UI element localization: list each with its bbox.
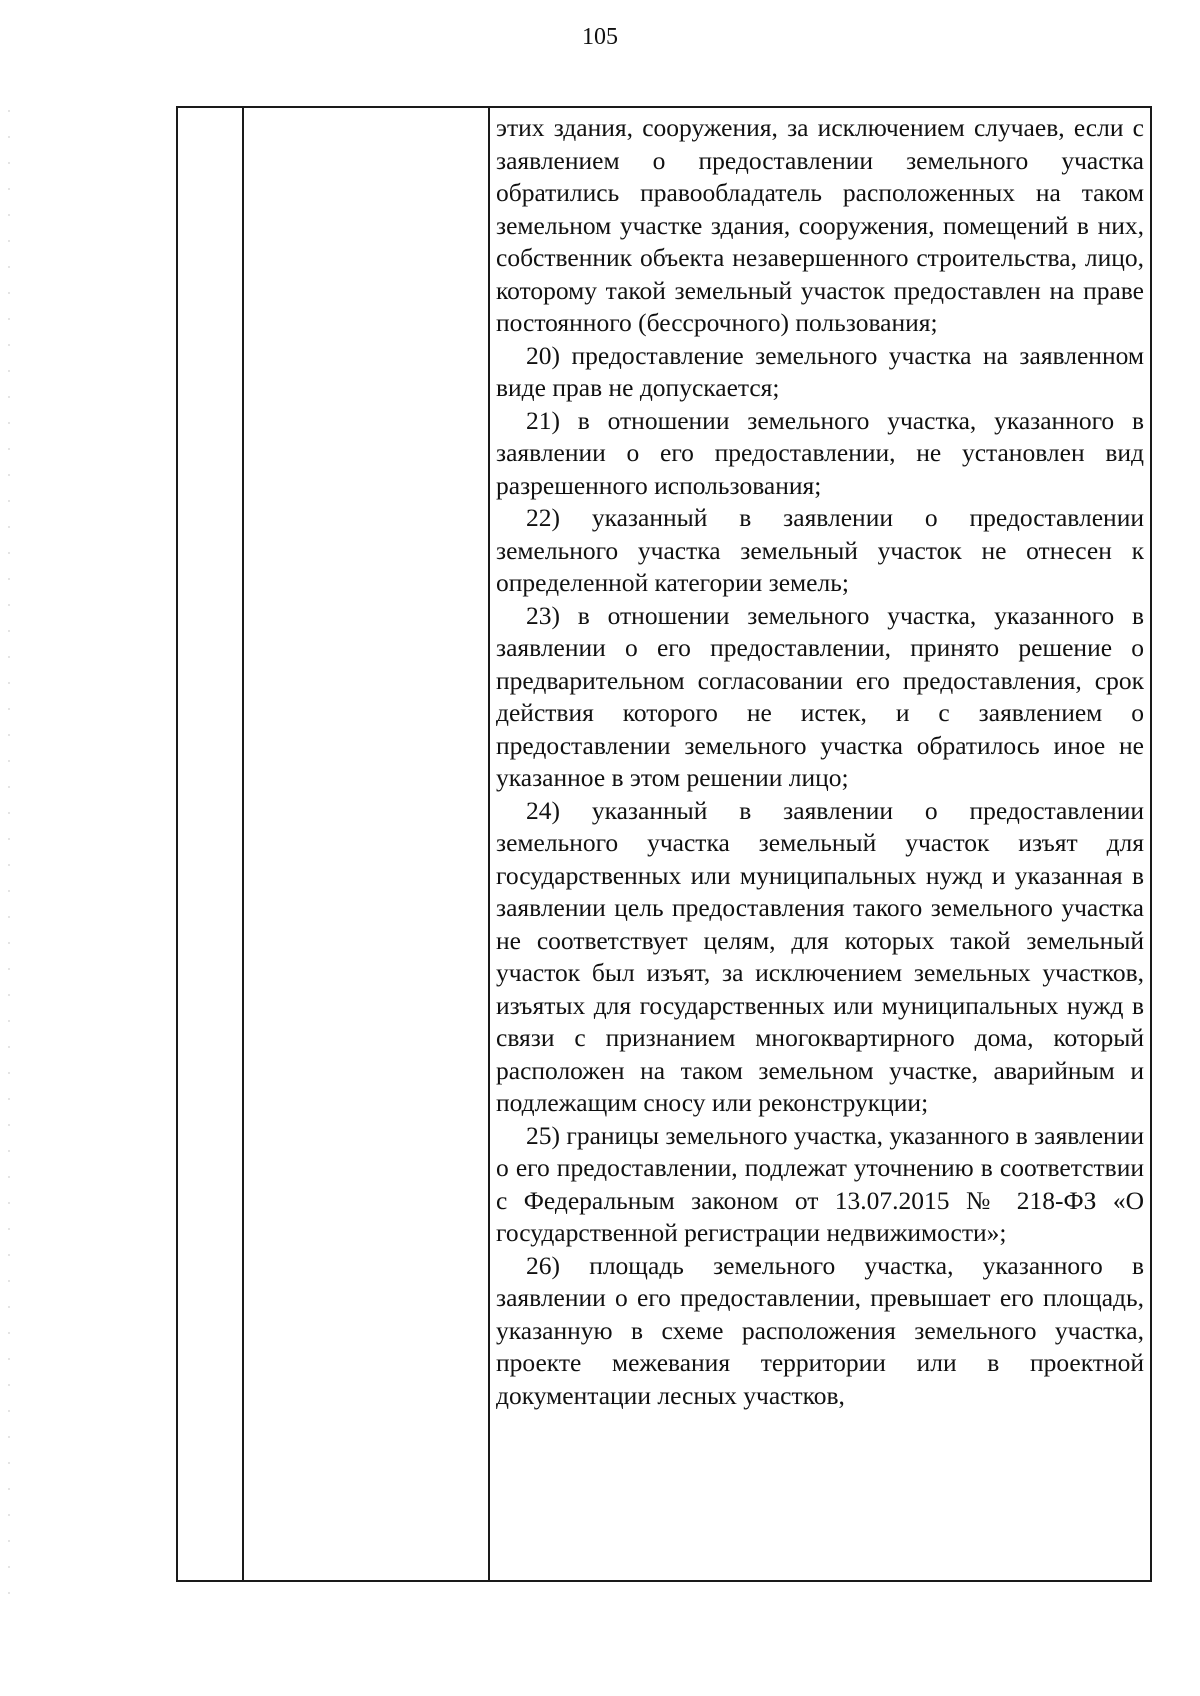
paragraph-item-20: 20) предоставление земельного участка на заявленном виде прав не допускается; bbox=[496, 340, 1144, 402]
scan-binder-marks bbox=[8, 110, 10, 1610]
paragraph-item-21: 21) в отношении земельного участка, указанного в заявлении о его предоставлении, не установлен вид разрешенного использования; bbox=[496, 405, 1144, 500]
paragraph-continuation: этих здания, сооружения, за исключением случаев, если с заявлением о предоставлении земельного участка обратились правообладатель расположенных на таком земельном участке здания, сооружения, помещений в них, собственник объекта незавершенного строительства, лицо, которому такой земельный участок предоставлен на праве постоянного (бессрочного) пользования; bbox=[496, 113, 1144, 337]
table-text-cell bbox=[496, 112, 1144, 1412]
page-number: 105 bbox=[582, 24, 618, 50]
paragraph-item-25: 25) границы земельного участка, указанного в заявлении о его предоставлении, подлежат уточнению в соответствии с Федеральным законом от 13.07.2015 № 218-ФЗ «О государственной регистрации недвижимости»; bbox=[496, 1120, 1144, 1247]
paragraph-item-22: 22) указанный в заявлении о предоставлении земельного участка земельный участок не отнесен к определенной категории земель; bbox=[496, 503, 1144, 597]
paragraph-item-24: 24) указанный в заявлении о предоставлении земельного участка земельный участок изъят для государственных или муниципальных нужд и указанная в заявлении цель предоставления такого земельного участка не соответствует целям, для которых такой земельный участок был изъят, за исключением земельных участков, изъятых для государственных или муниципальных нужд в связи с признанием многоквартирного дома, который расположен на таком земельном участке, аварийным и подлежащим сносу или реконструкции; bbox=[496, 795, 1144, 1117]
table-column-divider-2 bbox=[488, 108, 490, 1580]
table-column-divider-1 bbox=[242, 108, 244, 1580]
document-table bbox=[176, 106, 1152, 1582]
paragraph-item-23: 23) в отношении земельного участка, указанного в заявлении о его предоставлении, принято решение о предварительном согласовании его предоставления, срок действия которого не истек, и с заявлением о предоставлении земельного участка обратилось иное не указанное в этом решении лицо; bbox=[496, 600, 1144, 792]
paragraph-item-26: 26) площадь земельного участка, указанного в заявлении о его предоставлении, превышает его площадь, указанную в схеме расположения земельного участка, проекте межевания территории или в проектной документации лесных участков, bbox=[496, 1250, 1144, 1410]
